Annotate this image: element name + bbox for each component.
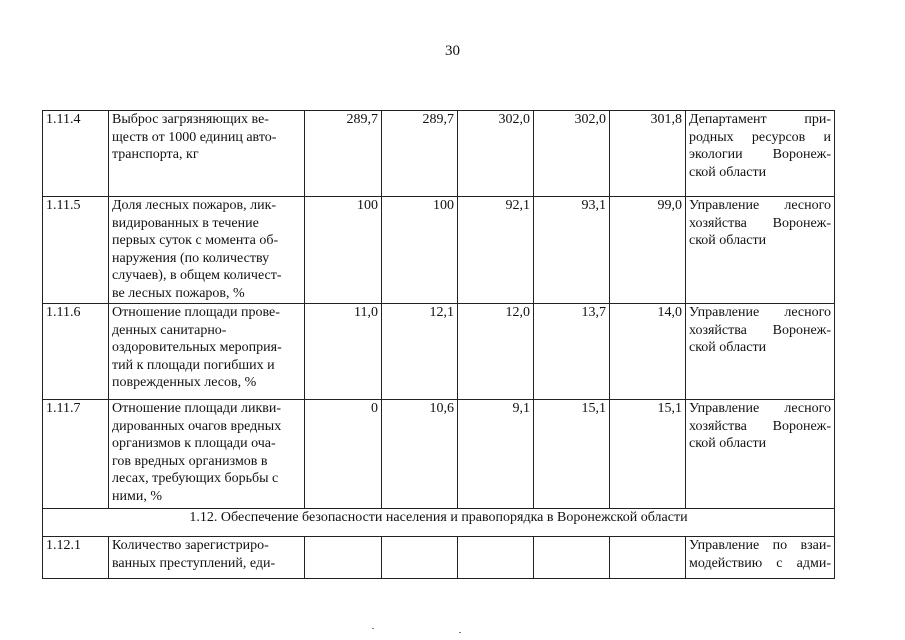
responsible-line: ской области: [689, 436, 767, 451]
responsible-line: Управление лесного: [689, 401, 831, 416]
value-cell: 100: [382, 197, 458, 304]
value-cell: 14,0: [610, 304, 686, 400]
value-cell: 9,1: [458, 400, 534, 509]
indicator-cell: [109, 111, 305, 197]
row-code: 1.11.7: [43, 400, 109, 509]
page-number: 30: [445, 43, 460, 59]
value-cell: 289,7: [382, 111, 458, 197]
responsible-line: экологии Воронеж-: [689, 147, 831, 162]
value-cell: 15,1: [534, 400, 610, 509]
indicator-line: ществ от 1000 единиц авто-: [112, 129, 277, 145]
indicator-line: случаев), в общем количест-: [112, 268, 282, 283]
value-cell: 11,0: [305, 304, 382, 400]
indicator-line: ванных преступлений, еди-: [112, 555, 276, 571]
indicator-cell: [109, 197, 305, 304]
scan-speck: [459, 632, 461, 633]
section-title: 1.12. Обеспечение безопасности населения и правопорядка в Воронежской области: [43, 509, 835, 537]
value-cell: 301,8: [610, 111, 686, 197]
value-cell: [305, 537, 382, 579]
table-row: [43, 537, 835, 579]
responsible-cell: [686, 111, 835, 197]
value-cell: 12,0: [458, 304, 534, 400]
indicator-line: первых суток с момента об-: [112, 233, 279, 248]
indicator-line: денных санитарно-: [112, 322, 227, 338]
indicator-cell: [109, 304, 305, 400]
indicator-line: транспорта, кг: [112, 147, 199, 162]
responsible-line: хозяйства Воронеж-: [689, 418, 831, 434]
value-cell: 99,0: [610, 197, 686, 304]
value-cell: 13,7: [534, 304, 610, 400]
row-code: 1.11.5: [43, 197, 109, 304]
indicator-line: поврежденных лесов, %: [112, 375, 257, 390]
indicator-line: Выброс загрязняющих ве-: [112, 112, 269, 127]
table-row: [43, 304, 835, 400]
responsible-cell: [686, 537, 835, 579]
value-cell: 93,1: [534, 197, 610, 304]
responsible-line: Управление лесного: [689, 198, 831, 213]
value-cell: [382, 537, 458, 579]
table-row: [43, 400, 835, 509]
value-cell: 92,1: [458, 197, 534, 304]
value-cell: [458, 537, 534, 579]
responsible-line: хозяйства Воронеж-: [689, 215, 831, 231]
responsible-line: Департамент при-: [689, 112, 831, 127]
responsible-line: ской области: [689, 164, 767, 180]
responsible-line: Управление по взаи-: [689, 538, 831, 553]
indicator-line: Отношение площади прове-: [112, 305, 280, 320]
row-code: 1.12.1: [43, 537, 109, 579]
value-cell: [534, 537, 610, 579]
section-row: [43, 509, 835, 537]
responsible-line: ской области: [689, 233, 767, 248]
value-cell: 10,6: [382, 400, 458, 509]
indicator-line: дированных очагов вредных: [112, 418, 282, 434]
responsible-cell: [686, 400, 835, 509]
indicator-line: ве лесных пожаров, %: [112, 285, 245, 301]
indicator-line: организмов к площади оча-: [112, 436, 276, 451]
indicator-line: наружения (по количеству: [112, 250, 270, 266]
value-cell: 12,1: [382, 304, 458, 400]
responsible-cell: [686, 197, 835, 304]
value-cell: [610, 537, 686, 579]
responsible-cell: [686, 304, 835, 400]
indicator-cell: [109, 400, 305, 509]
indicator-line: гов вредных организмов в: [112, 453, 268, 469]
responsible-line: хозяйства Воронеж-: [689, 322, 831, 338]
row-code: 1.11.6: [43, 304, 109, 400]
scan-speck: [372, 628, 374, 629]
indicator-line: Отношение площади ликви-: [112, 401, 282, 416]
value-cell: 302,0: [458, 111, 534, 197]
responsible-line: модействию с адми-: [689, 555, 831, 571]
responsible-line: родных ресурсов и: [689, 129, 831, 145]
indicator-line: Количество зарегистриро-: [112, 538, 269, 553]
indicator-line: видированных в течение: [112, 215, 259, 231]
indicator-line: Доля лесных пожаров, лик-: [112, 198, 277, 213]
indicator-line: тий к площади погибших и: [112, 357, 275, 373]
indicator-line: оздоровительных мероприя-: [112, 340, 282, 355]
indicator-line: лесах, требующих борьбы с: [112, 471, 279, 486]
responsible-line: ской области: [689, 340, 767, 355]
indicator-cell: [109, 537, 305, 579]
indicator-line: ними, %: [112, 488, 162, 504]
row-code: 1.11.4: [43, 111, 109, 197]
table-row: [43, 111, 835, 197]
value-cell: 302,0: [534, 111, 610, 197]
value-cell: 289,7: [305, 111, 382, 197]
value-cell: 100: [305, 197, 382, 304]
table-row: [43, 197, 835, 304]
value-cell: 15,1: [610, 400, 686, 509]
indicators-table: [42, 110, 835, 579]
responsible-line: Управление лесного: [689, 305, 831, 320]
value-cell: 0: [305, 400, 382, 509]
